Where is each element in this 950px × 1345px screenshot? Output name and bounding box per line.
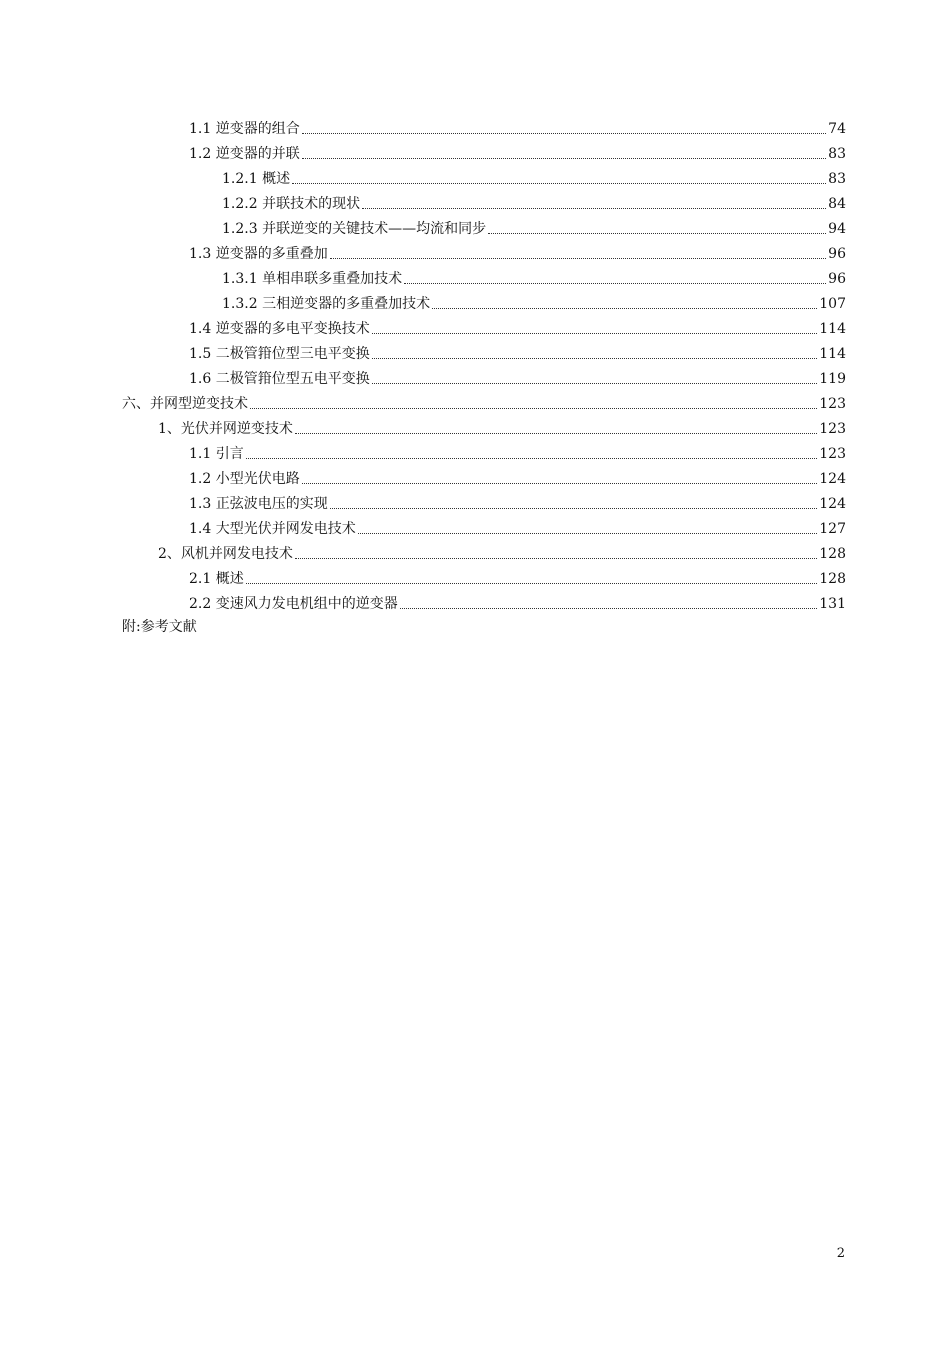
toc-entry[interactable] xyxy=(122,513,846,538)
dot-leader xyxy=(432,308,817,309)
appendix-references-entry[interactable]: 附:参考文献 xyxy=(122,619,197,635)
toc-entry-title: 2.1 概述 xyxy=(189,571,244,587)
toc-entry-page-number: 96 xyxy=(828,246,846,262)
dot-leader xyxy=(295,558,817,559)
dot-leader xyxy=(400,608,818,609)
toc-entry-page-number: 83 xyxy=(828,146,846,162)
toc-entry-page-number: 123 xyxy=(819,446,846,462)
toc-entry[interactable] xyxy=(122,363,846,388)
toc-entry-title: 1.2.2 并联技术的现状 xyxy=(222,196,361,212)
toc-entry-page-number: 84 xyxy=(828,196,846,212)
toc-entry-title: 1.4 大型光伏并网发电技术 xyxy=(189,521,356,537)
toc-entry[interactable] xyxy=(122,313,846,338)
toc-entry-page-number: 123 xyxy=(819,421,846,437)
toc-entry-title: 1.3.1 单相串联多重叠加技术 xyxy=(222,271,403,287)
dot-leader xyxy=(250,408,817,409)
toc-entry-page-number: 96 xyxy=(828,271,846,287)
toc-entry-page-number: 127 xyxy=(819,521,846,537)
toc-entry[interactable] xyxy=(122,288,846,313)
dot-leader xyxy=(302,133,826,134)
toc-entry[interactable] xyxy=(122,338,846,363)
toc-entry-page-number: 74 xyxy=(828,121,846,137)
toc-entry-title: 2.2 变速风力发电机组中的逆变器 xyxy=(189,596,398,612)
toc-entry[interactable] xyxy=(122,213,846,238)
toc-entry-page-number: 128 xyxy=(819,546,846,562)
toc-entry[interactable] xyxy=(122,588,846,613)
toc-entry[interactable] xyxy=(122,538,846,563)
dot-leader xyxy=(295,433,817,434)
toc-entry-title: 1.3 正弦波电压的实现 xyxy=(189,496,328,512)
toc-entry-page-number: 107 xyxy=(819,296,846,312)
toc-entry-page-number: 128 xyxy=(819,571,846,587)
toc-entry-title: 1.1 逆变器的组合 xyxy=(189,121,300,137)
dot-leader xyxy=(372,383,818,384)
toc-entry-title: 1.3 逆变器的多重叠加 xyxy=(189,246,328,262)
toc-entry-title: 1.2 逆变器的并联 xyxy=(189,146,300,162)
toc-entry-page-number: 114 xyxy=(819,321,846,337)
dot-leader xyxy=(302,483,818,484)
dot-leader xyxy=(404,283,826,284)
toc-entry[interactable] xyxy=(122,488,846,513)
toc-entry-title: 六、并网型逆变技术 xyxy=(122,396,248,412)
toc-entry[interactable] xyxy=(122,238,846,263)
toc-entry-page-number: 114 xyxy=(819,346,846,362)
dot-leader xyxy=(372,358,818,359)
toc-entry-title: 1.1 引言 xyxy=(189,446,244,462)
toc-entry[interactable] xyxy=(122,463,846,488)
dot-leader xyxy=(330,508,818,509)
toc-entry-page-number: 119 xyxy=(819,371,846,387)
toc-entry[interactable] xyxy=(122,388,846,413)
toc-entry-page-number: 94 xyxy=(828,221,846,237)
toc-entry-title: 1.6 二极管箝位型五电平变换 xyxy=(189,371,370,387)
dot-leader xyxy=(330,258,826,259)
toc-entry[interactable] xyxy=(122,163,846,188)
dot-leader xyxy=(488,233,826,234)
dot-leader xyxy=(302,158,826,159)
toc-entry[interactable] xyxy=(122,263,846,288)
table-of-contents xyxy=(122,113,846,613)
toc-entry-page-number: 123 xyxy=(819,396,846,412)
dot-leader xyxy=(292,183,826,184)
toc-entry[interactable] xyxy=(122,563,846,588)
toc-entry[interactable] xyxy=(122,188,846,213)
toc-entry[interactable] xyxy=(122,138,846,163)
dot-leader xyxy=(372,333,818,334)
toc-entry-page-number: 83 xyxy=(828,171,846,187)
toc-entry-page-number: 124 xyxy=(819,496,846,512)
toc-entry-title: 1.5 二极管箝位型三电平变换 xyxy=(189,346,370,362)
toc-entry-title: 1.2 小型光伏电路 xyxy=(189,471,300,487)
toc-entry-page-number: 124 xyxy=(819,471,846,487)
toc-entry[interactable] xyxy=(122,413,846,438)
dot-leader xyxy=(362,208,826,209)
toc-entry[interactable] xyxy=(122,438,846,463)
page-number: 2 xyxy=(836,1246,845,1261)
toc-entry[interactable] xyxy=(122,113,846,138)
toc-entry-title: 1.3.2 三相逆变器的多重叠加技术 xyxy=(222,296,431,312)
toc-entry-title: 1、光伏并网逆变技术 xyxy=(158,421,293,437)
toc-entry-title: 1.2.1 概述 xyxy=(222,171,291,187)
toc-entry-page-number: 131 xyxy=(819,596,846,612)
dot-leader xyxy=(358,533,818,534)
dot-leader xyxy=(246,458,818,459)
toc-entry-title: 1.4 逆变器的多电平变换技术 xyxy=(189,321,370,337)
toc-entry-title: 2、风机并网发电技术 xyxy=(158,546,293,562)
dot-leader xyxy=(246,583,818,584)
toc-entry-title: 1.2.3 并联逆变的关键技术——均流和同步 xyxy=(222,221,487,237)
